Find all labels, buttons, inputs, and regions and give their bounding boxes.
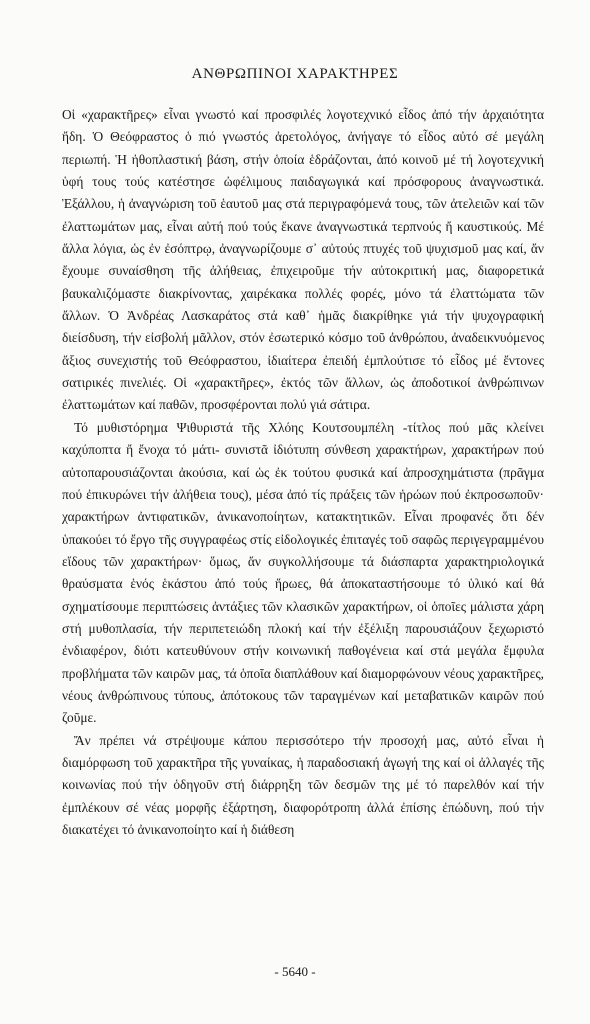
paragraph-2: Τό μυθιστόρημα Ψιθυριστά τῆς Χλόης Κουτσουμπέλη -τίτλος πού μᾶς κλείνει καχύποπτα ἤ ἔνοχα τό μάτι- συνιστᾶ ἰδιότυπη σύνθεση χαρακτήρων, χαρακτήρων πού αὐτοπαρουσιάζονται ἀκούσια, καί ὡς ἐκ τούτου φυσικά καί ἀπροσχημάτιστα (πρᾶγμα πού ἐπικυρώνει τήν ἀλήθεια τους), μέσα ἀπό τίς πράξεις τῶν ἡρώων πού ἐκπροσωποῦν· χαρακτήρων ἀντιφατικῶν, ἀνικανοποίητων, κατακτητικῶν. Εἶναι προφανές ὅτι δέν ὑπακούει τό ἔργο τῆς συγγραφέως στίς εἰδολογικές ἐπιταγές τοῦ σαφῶς περιγεγραμμένου εἴδους τῶν χαρακτήρων· ὅμως, ἄν συγκολλήσουμε τά διάσπαρτα χαρακτηριολογικά θραύσματα ἑνός ἑκάστου ἀπό τούς ἥρωες, θά ἀποκαταστήσουμε τό ὑλικό καί θά σχηματίσουμε περιπτώσεις ἀντάξιες τῶν κλασικῶν χαρακτήρων, οἱ ὁποῖες μάλιστα χάρη στή μυθοπλασία, τήν περιπετειώδη πλοκή καί τήν ἐξέλιξη παρουσιάζουν ξεχωριστό ἐνδιαφέρον, διότι κατευθύνουν στήν κοινωνική παθογένεια καί στά μεγάλα ἔμφυλα προβλήματα τῶν καιρῶν μας, τά ὁποῖα διαπλάθουν καί διαμορφώνουν νέους χαρακτῆρες, νέους ἀνθρώπινους τύπους, ἀπότοκους τῶν ταραγμένων καί μεταβατικῶν καιρῶν πού ζοῦμε. bbox=[62, 419, 544, 726]
paragraph-3: Ἄν πρέπει νά στρέψουμε κάπου περισσότερο τήν προσοχή μας, αὐτό εἶναι ἡ διαμόρφωση τοῦ χαρακτῆρα τῆς γυναίκας, ἡ παραδοσιακή ἀγωγή της καί οἱ ἀλλαγές τῆς κοινωνίας πού τήν ὁδηγοῦν στή διάρρηξη τῶν δεσμῶν της μέ τό παρελθόν καί τήν ἐμπλέκουν σέ νέας μορφῆς ἐξάρτηση, διαφορότροπη ἀλλά ἐπίσης ἐπώδυνη, πού τήν διακατέχει τό ἀνικανοποίητο καί ἡ διάθεση bbox=[62, 732, 544, 837]
paragraph-1: Οἱ «χαρακτῆρες» εἶναι γνωστό καί προσφιλές λογοτεχνικό εἶδος ἀπό τήν ἀρχαιότητα ἤδη. Ὁ Θεόφραστος ὁ πιό γνωστός ἀρετολόγος, ἀνήγαγε τό εἶδος αὐτό σέ μεγάλη περιωπή. Ἡ ἠθοπλαστική βάση, στήν ὁποία ἑδράζονται, ἀπό κοινοῦ μέ τή λογοτεχνική ὑφή τους τούς κατέστησε ὠφέλιμους παιδαγωγικά καί πρόσφορους ἀναγνωστικά. Ἐξάλλου, ἡ ἀναγνώριση τοῦ ἑαυτοῦ μας στά περιγραφόμενά τους, τῶν ἀτελειῶν καί τῶν ἐλαττωμάτων μας, εἶναι αὐτή πού τούς ἔκανε ἀναγνωστικά τερπνούς ἤ καυστικούς. Μέ ἄλλα λόγια, ὡς ἐν ἐσόπτρῳ, ἀναγνωρίζουμε σ᾽ αὐτούς πτυχές τοῦ ψυχισμοῦ μας καί, ἄν ἔχουμε συναίσθηση τῆς ἀλήθειας, ἐπιχειροῦμε τήν αὐτοκριτική μας, διαφορετικά βαυκαλιζόμαστε διακρίνοντας, χαιρέκακα πολλές φορές, μόνο τά ἐλαττώματα τῶν ἄλλων. Ὁ Ἀνδρέας Λασκαράτος στά καθ᾽ ἡμᾶς διακρίθηκε γιά τήν ψυχογραφική διείσδυση, τήν εἰσβολή μᾶλλον, στόν ἐσωτερικό κόσμο τοῦ ἀνθρώπου, ἀναδεικνυόμενος ἄξιος συνεχιστής τοῦ Θεόφραστου, ἰδιαίτερα ἐπειδή ἐμπλούτισε τό εἶδος μέ ἔντονες σατιρικές πινελιές. Οἱ «χαρακτῆρες», ἐκτός τῶν ἄλλων, ὡς ἀποδοτικοί ἀνθρώπινων ἐλαττωμάτων καί παθῶν, προσφέρονται πολύ γιά σάτιρα. bbox=[62, 107, 544, 413]
page-title: ΑΝΘΡΩΠΙΝΟΙ ΧΑΡΑΚΤΗΡΕΣ bbox=[191, 66, 399, 82]
page-number: - 5640 - bbox=[274, 964, 316, 979]
body-text bbox=[62, 104, 544, 841]
